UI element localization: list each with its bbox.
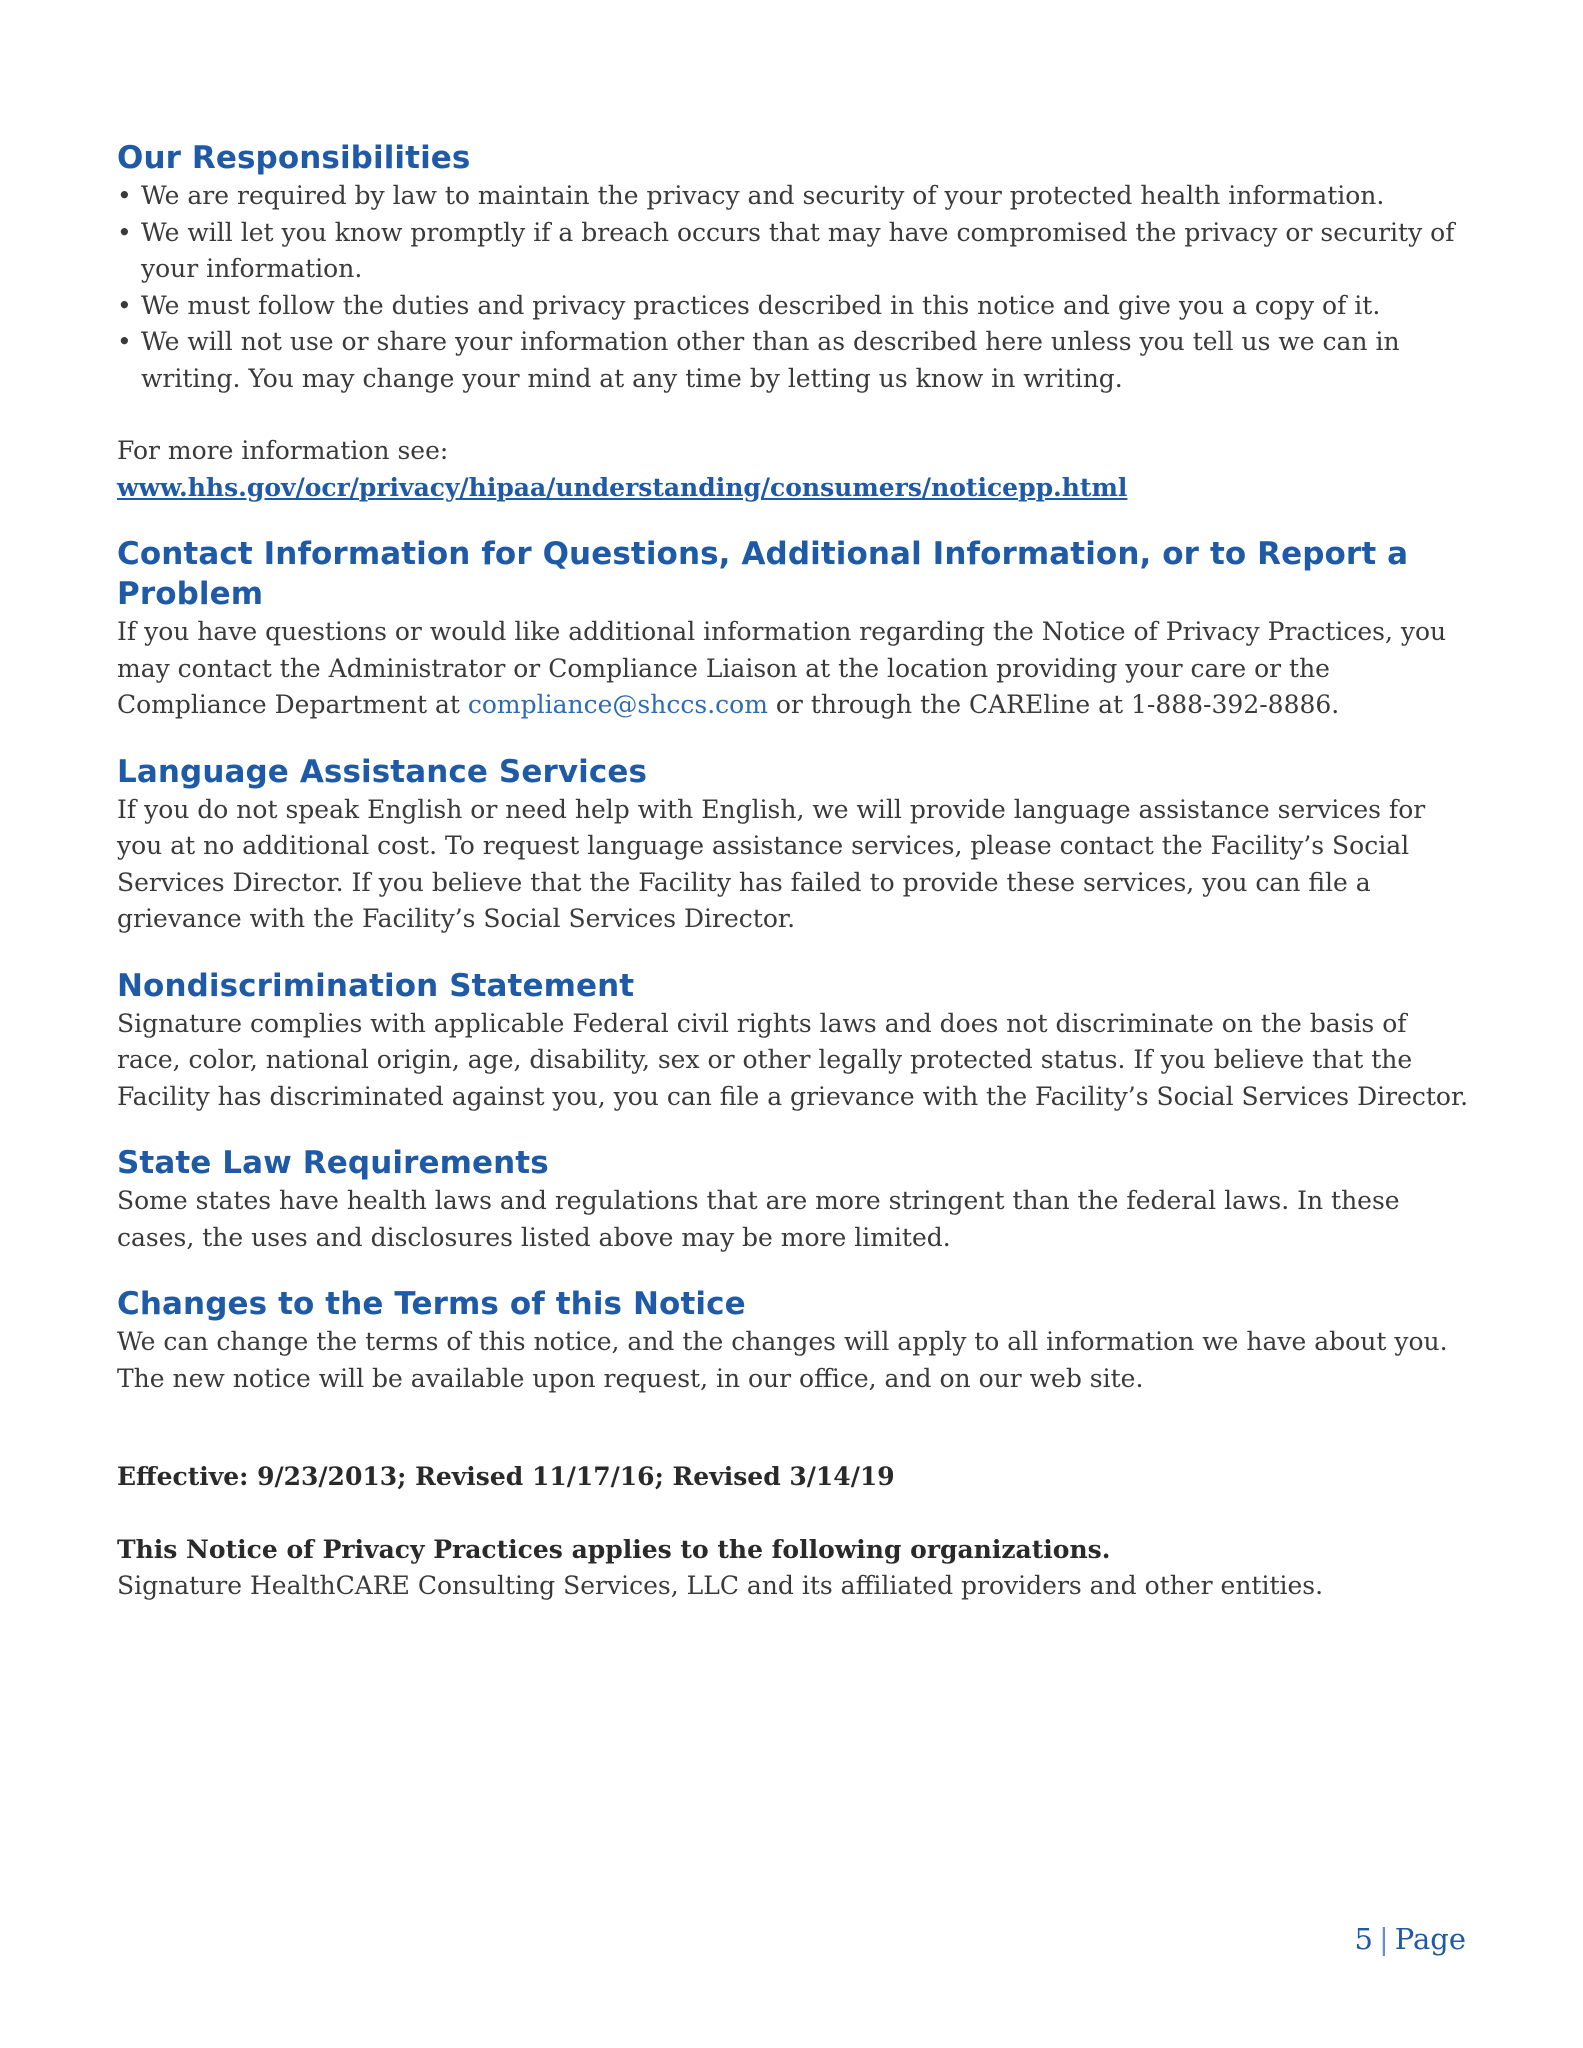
compliance-email-link[interactable]: compliance@shccs.com <box>467 690 768 719</box>
bullet-icon: • <box>117 290 132 320</box>
list-item-text: We are required by law to maintain the privacy and security of your protected health information. <box>141 181 1385 210</box>
bullet-icon: • <box>117 181 132 210</box>
effective-dates: Effective: 9/23/2013; Revised 11/17/16; Revised 3/14/19 <box>117 1462 895 1491</box>
list-item <box>117 324 1477 397</box>
contact-heading: Contact Information for Questions, Additional Information, or to Report a Problem <box>117 536 1409 612</box>
list-item-text: We will not use or share your information other than as described here unless you tell us we can in writing. You may change your mind at any time by letting us know in writing. <box>141 327 1400 393</box>
state-law-paragraph: Some states have health laws and regulations that are more stringent than the federal laws. In these cases, the uses and disclosures listed above may be more limited. <box>117 1186 1400 1252</box>
responsibilities-section <box>117 138 1477 506</box>
nondiscrimination-heading: Nondiscrimination Statement <box>117 967 635 1004</box>
page-number: 5 <box>1354 1922 1373 1956</box>
list-item <box>117 288 1477 325</box>
language-paragraph: If you do not speak English or need help with English, we will provide language assistance services for you at no additional cost. To request language assistance services, please contact the Facility’s Social Services Director. If you believe that the Facility has failed to provide these services, you can file a grievance with the Facility’s Social Services Director. <box>117 794 1426 933</box>
changes-heading: Changes to the Terms of this Notice <box>117 1286 746 1322</box>
contact-text-before: If you have questions or would like additional information regarding the Notice of Privacy Practices, you may contact the Administrator or Compliance Liaison at the location providing your care or the Compliance Department at <box>117 617 1447 719</box>
state-law-section <box>117 1143 1477 1256</box>
page-separator: | <box>1378 1922 1389 1956</box>
changes-section <box>117 1284 1477 1397</box>
list-item-text: We will let you know promptly if a breach occurs that may have compromised the privacy or security of your information. <box>141 217 1455 283</box>
changes-paragraph: We can change the terms of this notice, and the changes will apply to all information we have about you. The new notice will be available upon request, in our office, and on our web site. <box>117 1327 1448 1393</box>
organizations-heading: This Notice of Privacy Practices applies to the following organizations. <box>117 1534 1111 1564</box>
state-law-heading: State Law Requirements <box>117 1145 549 1181</box>
bullet-icon: • <box>117 327 132 356</box>
organizations-section <box>117 1532 1477 1605</box>
responsibilities-list <box>117 178 1477 397</box>
page-label: Page <box>1394 1922 1466 1956</box>
bullet-icon: • <box>117 217 132 247</box>
document-page <box>117 138 1477 1605</box>
contact-paragraph <box>117 614 1477 724</box>
language-section <box>117 752 1477 938</box>
contact-section <box>117 534 1477 724</box>
nondiscrimination-paragraph: Signature complies with applicable Federal civil rights laws and does not discriminate on the basis of race, color, national origin, age, disability, sex or other legally protected status. If you believe that the Facility has discriminated against you, you can file a grievance with the Facility’s Social Services Director. <box>117 1008 1469 1111</box>
hhs-notice-link[interactable]: www.hhs.gov/ocr/privacy/hipaa/understanding/consumers/noticepp.html <box>117 472 1128 502</box>
organizations-paragraph: Signature HealthCARE Consulting Services, LLC and its affiliated providers and other entities. <box>117 1571 1324 1600</box>
list-item-text: We must follow the duties and privacy practices described in this notice and give you a copy of it. <box>141 290 1381 320</box>
page-number-footer <box>1355 1922 1466 1956</box>
responsibilities-heading: Our Responsibilities <box>117 140 471 176</box>
list-item <box>117 178 1477 215</box>
more-info-label: For more information see: <box>117 436 449 465</box>
nondiscrimination-section <box>117 966 1477 1116</box>
language-heading: Language Assistance Services <box>117 753 648 790</box>
contact-text-after: or through the CAREline at 1-888-392-8886. <box>775 690 1340 719</box>
list-item <box>117 215 1477 288</box>
